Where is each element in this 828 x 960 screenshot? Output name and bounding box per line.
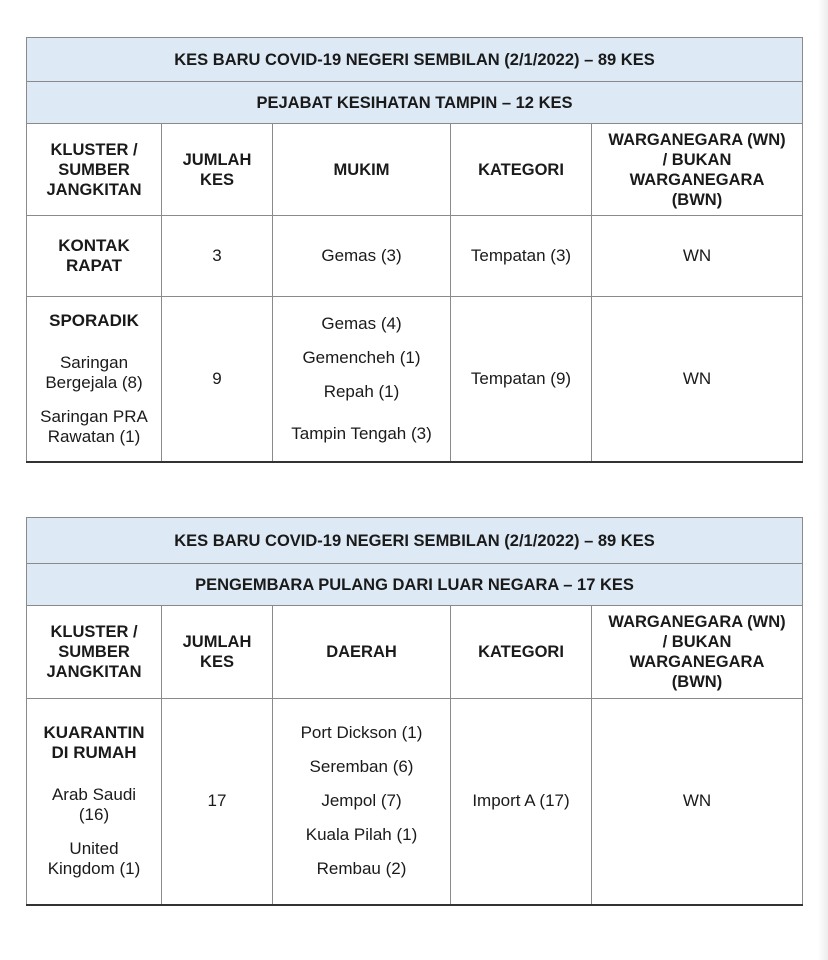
wn-cell: WN — [592, 216, 803, 297]
header-kategori: KATEGORI — [451, 124, 592, 216]
table-title: KES BARU COVID-19 NEGERI SEMBILAN (2/1/2022) – 89 KES — [27, 38, 803, 82]
mukim-cell: Gemas (4) Gemencheh (1) Repah (1) Tampin Tengah (3) — [273, 297, 451, 462]
wn-cell: WN — [592, 297, 803, 462]
mukim-cell: Gemas (3) — [273, 216, 451, 297]
wn-cell: WN — [592, 699, 803, 905]
daerah-cell: Port Dickson (1) Seremban (6) Jempol (7) Kuala Pilah (1) Rembau (2) — [273, 699, 451, 905]
header-wn: WARGANEGARA (WN) / BUKAN WARGANEGARA (BWN) — [592, 124, 803, 216]
header-jumlah: JUMLAH KES — [162, 124, 273, 216]
office-subtitle: PENGEMBARA PULANG DARI LUAR NEGARA – 17 KES — [27, 564, 803, 606]
page-edge-shadow — [818, 0, 828, 960]
kategori-cell: Import A (17) — [451, 699, 592, 905]
table-row — [27, 216, 803, 297]
table-title: KES BARU COVID-19 NEGERI SEMBILAN (2/1/2022) – 89 KES — [27, 518, 803, 564]
table-row — [27, 297, 803, 462]
kluster-cell: SPORADIK Saringan Bergejala (8) Saringan PRA Rawatan (1) — [27, 297, 162, 462]
kluster-cell: KUARANTIN DI RUMAH Arab Saudi (16) United Kingdom (1) — [27, 699, 162, 905]
jumlah-cell: 9 — [162, 297, 273, 462]
header-mukim: MUKIM — [273, 124, 451, 216]
header-wn: WARGANEGARA (WN) / BUKAN WARGANEGARA (BWN) — [592, 606, 803, 699]
jumlah-cell: 17 — [162, 699, 273, 905]
header-jumlah: JUMLAH KES — [162, 606, 273, 699]
jumlah-cell: 3 — [162, 216, 273, 297]
covid-table-tampin — [26, 37, 803, 463]
kategori-cell: Tempatan (9) — [451, 297, 592, 462]
header-kluster: KLUSTER / SUMBER JANGKITAN — [27, 124, 162, 216]
office-subtitle: PEJABAT KESIHATAN TAMPIN – 12 KES — [27, 82, 803, 124]
covid-table-pengembara — [26, 517, 803, 906]
kategori-cell: Tempatan (3) — [451, 216, 592, 297]
kluster-cell: KONTAK RAPAT — [27, 216, 162, 297]
table-row — [27, 699, 803, 905]
header-daerah: DAERAH — [273, 606, 451, 699]
header-kluster: KLUSTER / SUMBER JANGKITAN — [27, 606, 162, 699]
header-kategori: KATEGORI — [451, 606, 592, 699]
